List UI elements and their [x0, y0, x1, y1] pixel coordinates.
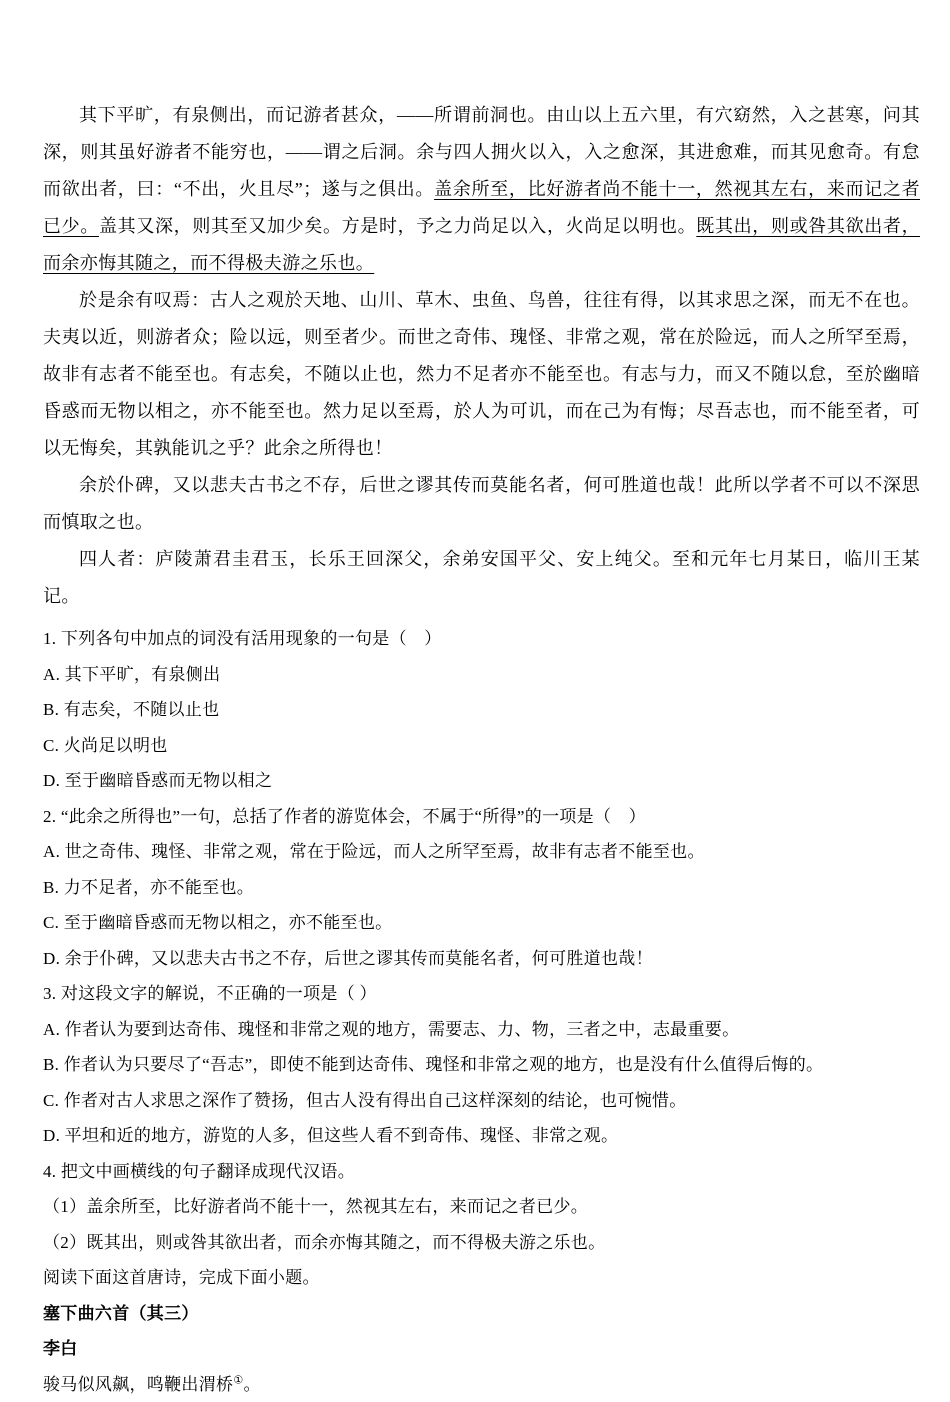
- question-3-stem: 3. 对这段文字的解说，不正确的一项是（ ）: [43, 976, 920, 1012]
- poem-line-end: 。: [243, 1375, 260, 1394]
- underlined-sentence-1: 盖余所至，比好游者尚不能十一，然视其左右，来而记之者已少。: [43, 179, 920, 236]
- poem-author: 李白: [43, 1331, 920, 1367]
- question-3-option-d: D. 平坦和近的地方，游览的人多，但这些人看不到奇伟、瑰怪、非常之观。: [43, 1118, 920, 1154]
- question-2-option-c: C. 至于幽暗昏惑而无物以相之，亦不能至也。: [43, 905, 920, 941]
- passage-paragraph-4: 四人者：庐陵萧君圭君玉，长乐王回深父，余弟安国平父、安上纯父。至和元年七月某日，临川王某记。: [43, 541, 920, 615]
- question-1-option-a: A. 其下平旷，有泉侧出: [43, 657, 920, 693]
- footnote-marker-1: ①: [233, 1374, 243, 1386]
- question-4-item-2: （2）既其出，则或咎其欲出者，而余亦悔其随之，而不得极夫游之乐也。: [43, 1225, 920, 1261]
- question-2-stem: 2. “此余之所得也”一句，总括了作者的游览体会，不属于“所得”的一项是（ ）: [43, 799, 920, 835]
- question-3-option-a: A. 作者认为要到达奇伟、瑰怪和非常之观的地方，需要志、力、物，三者之中，志最重要。: [43, 1012, 920, 1048]
- passage-text: 其下平旷，有泉侧出，而记游者甚众，——所谓前洞也。由山以上五六里，有穴窈然，入之甚寒，问其深，则其虽好游者不能穷也，——谓之后洞。余与四人拥火以入，入之愈深，其进愈难，而其见愈奇。有怠而欲出者，曰：“不出，火且尽”；遂与之俱出。: [43, 105, 920, 199]
- passage-paragraph-3: 余於仆碑，又以悲夫古书之不存，后世之谬其传而莫能名者，何可胜道也哉！此所以学者不可以不深思而慎取之也。: [43, 467, 920, 541]
- question-2-option-b: B. 力不足者，亦不能至也。: [43, 870, 920, 906]
- question-3-option-c: C. 作者对古人求思之深作了赞扬，但古人没有得出自己这样深刻的结论，也可惋惜。: [43, 1083, 920, 1119]
- question-4-item-1: （1）盖余所至，比好游者尚不能十一，然视其左右，来而记之者已少。: [43, 1189, 920, 1225]
- poem-title: 塞下曲六首（其三）: [43, 1296, 920, 1332]
- poem-line-1: [43, 1367, 920, 1402]
- question-3-option-b: B. 作者认为只要尽了“吾志”，即使不能到达奇伟、瑰怪和非常之观的地方，也是没有什么值得后悔的。: [43, 1047, 920, 1083]
- passage-paragraph-1: [43, 97, 920, 282]
- question-1-option-d: D. 至于幽暗昏惑而无物以相之: [43, 763, 920, 799]
- passage-text: 盖其又深，则其至又加少矣。方是时，予之力尚足以入，火尚足以明也。: [99, 216, 696, 236]
- passage-paragraph-2: 於是余有叹焉：古人之观於天地、山川、草木、虫鱼、鸟兽，往往有得，以其求思之深，而无不在也。夫夷以近，则游者众；险以远，则至者少。而世之奇伟、瑰怪、非常之观，常在於险远，而人之所罕至焉，故非有志者不能至也。有志矣，不随以止也，然力不足者亦不能至也。有志与力，而又不随以怠，至於幽暗昏惑而无物以相之，亦不能至也。然力足以至焉，於人为可讥，而在己为有悔；尽吾志也，而不能至者，可以无悔矣，其孰能讥之乎？此余之所得也！: [43, 282, 920, 467]
- poem-intro: 阅读下面这首唐诗，完成下面小题。: [43, 1260, 920, 1296]
- questions-section: [43, 621, 920, 1402]
- question-1-option-c: C. 火尚足以明也: [43, 728, 920, 764]
- poem-line-text: 骏马似风飙，鸣鞭出渭桥: [43, 1375, 233, 1394]
- question-4-stem: 4. 把文中画横线的句子翻译成现代汉语。: [43, 1154, 920, 1190]
- question-1-stem: 1. 下列各句中加点的词没有活用现象的一句是（ ）: [43, 621, 920, 657]
- question-2-option-d: D. 余于仆碑，又以悲夫古书之不存，后世之谬其传而莫能名者，何可胜道也哉！: [43, 941, 920, 977]
- underlined-sentence-2: 既其出，则或咎其欲出者，而余亦悔其随之，而不得极夫游之乐也。: [43, 216, 920, 273]
- classical-passage: [43, 97, 920, 615]
- question-2-option-a: A. 世之奇伟、瑰怪、非常之观，常在于险远，而人之所罕至焉，故非有志者不能至也。: [43, 834, 920, 870]
- question-1-option-b: B. 有志矣，不随以止也: [43, 692, 920, 728]
